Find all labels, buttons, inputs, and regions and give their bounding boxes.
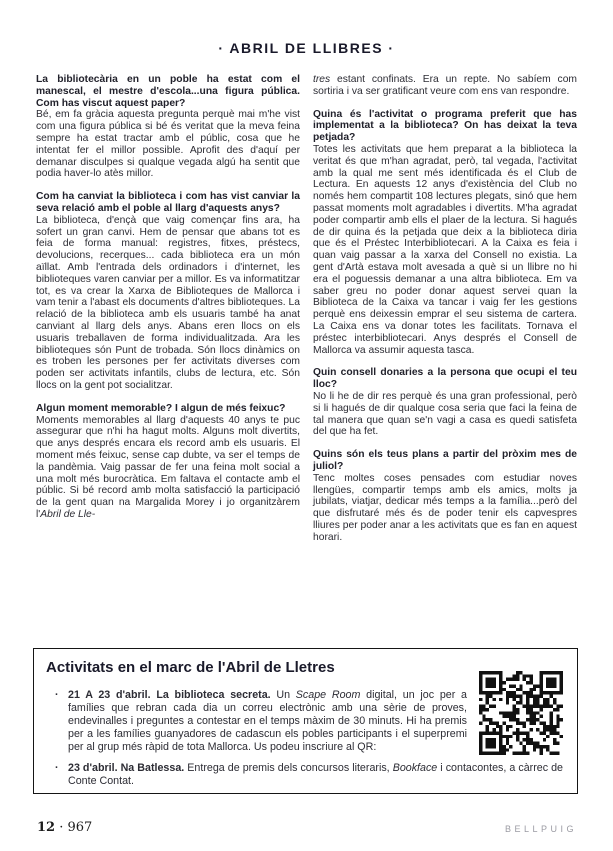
question-paragraph bbox=[36, 403, 300, 415]
text-run: Bookface bbox=[392, 762, 438, 774]
answer-paragraph bbox=[313, 144, 577, 356]
text-run: digital, un joc per a famílies que rebran cada dia un correu electrònic amb una sèrie de proves, endevinalles i preguntes a contestar en el temps màxim de 30 minuts. Hi ha premis per a les famílies guanyadores de cadascun els pobles participants i el superpremi per al grup més ràpid de tota Mallorca. Us podeu inscriure al QR: bbox=[68, 689, 467, 753]
activity-text bbox=[68, 762, 563, 788]
text-run: estant confinats. Era un repte. No sabíem com sortiria i va ser gratificant veure com ens van respondre. bbox=[313, 74, 577, 97]
question-paragraph bbox=[313, 449, 577, 473]
text-run: No li he de dir res perquè és una gran professional, però si li hagués de dir qualque cosa seria que faci la feina de tal manera que quan se'n vagi a casa es quedi satisfeta del que ha fet. bbox=[313, 390, 577, 438]
text-run: Tenc moltes coses pensades com estudiar noves llengües, compartir temps amb els amics, molts ja jubilats, viatjar, dedicar més temps a la família...però del que disfrutaré més és de poder tenir els capvespres lliures per poder anar a les activitats que es fan en aquest horari. bbox=[313, 472, 577, 543]
interview-right-column bbox=[313, 74, 577, 543]
text-run: Bé, em fa gràcia aquesta pregunta perquè mai m'he vist com una figura pública si bé és veritat que la meva feina sempre ha estat tractar amb el públic, cosa que he intentat fer el millor possible. Aprofit des d'aquí per demanar disculpes si qualque vegada algú ha sentit que podia haver-lo atès millor. bbox=[36, 109, 300, 180]
question-paragraph bbox=[313, 367, 577, 391]
interview-article bbox=[0, 74, 613, 543]
footer-separator: · bbox=[55, 820, 68, 835]
text-run: Algun moment memorable? I algun de més feixuc? bbox=[36, 402, 286, 414]
text-run: 23 d'abril. Na Batlessa. bbox=[68, 762, 188, 774]
text-run: La bibliotecària en un poble ha estat com el manescal, el mestre d'escola...una figura pública. Com has viscut aquest paper? bbox=[36, 74, 300, 109]
text-run: Quin consell donaries a la persona que ocupi el teu lloc? bbox=[313, 367, 577, 391]
activity-item bbox=[46, 762, 563, 788]
question-paragraph bbox=[36, 191, 300, 215]
text-run: Abril de Lle- bbox=[40, 508, 96, 520]
answer-paragraph bbox=[36, 109, 300, 180]
activities-box-title: Activitats en el marc de l'Abril de Lletres bbox=[46, 659, 335, 676]
text-run: 21 A 23 d'abril. La biblioteca secreta. bbox=[68, 689, 277, 701]
page-title: · ABRIL DE LLIBRES · bbox=[218, 40, 395, 56]
question-paragraph bbox=[36, 74, 300, 109]
text-run: Moments memorables al llarg d'aquests 40 anys te puc assegurar que n'hi ha hagut molts. Alguns molt divertits, que anys després encara els record amb els usuaris. El moment més feixuc, sense cap dubte, va ser el temps de la pandèmia. Vaig passar de fer una feina molt social a una molt més burocràtica. Em faltava el contacte amb el públic. Si bé record amb molta satisfacció la participació de la gent quan na Margalida Morey i jo organitzàrem l' bbox=[36, 414, 300, 520]
qr-code-icon bbox=[479, 671, 563, 755]
answer-paragraph bbox=[36, 415, 300, 521]
bullet-icon: · bbox=[55, 689, 59, 701]
text-run: Scape Room bbox=[295, 689, 361, 701]
answer-paragraph bbox=[313, 473, 577, 544]
question-paragraph bbox=[313, 109, 577, 144]
bullet-icon: · bbox=[55, 762, 59, 774]
footer-page-number: 12 bbox=[37, 820, 56, 835]
footer-page-numbers bbox=[37, 820, 92, 835]
text-run: La biblioteca, d'ençà que vaig començar fins ara, ha sofert un gran canvi. Hem de pensar que abans tot es feia de forma manual: registres, fitxes, préstecs, devolucions, recerques... cada biblioteca era un món aïllat. Amb l'entrada dels ordinadors i d'internet, les biblioteques varen canviar per a millor. Es va informatitzar tot, es va crear la Xarxa de Biblioteques de Mallorca i vam tenir a l'abast els documents d'altres biblioteques. La relació de la biblioteca amb els usuaris també ha anat canviant al llarg dels anys. Abans eren llocs on els usuaris treballaven de forma individualitzada. Ara les biblioteques són Punt de trobada. Són llocs dinàmics on es troben les persones per fer activitats diverses com poden ser activitats infantils, clubs de lectura, etc. Són llocs on la gent pot socialitzar. bbox=[36, 214, 300, 391]
text-run: Un bbox=[276, 689, 296, 701]
text-run: Totes les activitats que hem preparat a la biblioteca la veritat és que m'han agradat, però, tal vegada, l'activitat amb la qual me sent més identificada és el Club de Lectura. En aquests 12 anys d'existència del Club no només hem compartit 108 lectures plegats, sinó que hem passat moments molt agradables i divertits. M'ha agradat poder compartir amb ells el plaer de la lectura. Si hagués de dir quina és la petjada que deix a la biblioteca diria que és el Préstec Interbibliotecari. A la Caixa es feia i quan vaig passar a la xarxa del Consell no existia. La gent d'Artà estava molt avesada a què si un llibre no hi era el poguessis demanar a una altra biblioteca. Em va saber greu no poder donar aquest servei quan la Biblioteca de la Caixa va tancar i vaig fer les gestions perquè ens deixessin emprar el seu sistema de cartera. La Caixa ens va donar totes les facilitats. Tornava el préstec interbibliotecari. Anys després el Consell de Mallorca va assumir aquesta tasca. bbox=[313, 143, 577, 356]
interview-left-column bbox=[36, 74, 300, 543]
text-run: Entrega de premis dels concursos literaris, bbox=[187, 762, 393, 774]
text-run: tres bbox=[313, 74, 331, 85]
text-run: Quins són els teus plans a partir del pròxim mes de juliol? bbox=[313, 449, 577, 472]
answer-paragraph bbox=[36, 215, 300, 392]
text-run: Quina és l'activitat o programa preferit que has implementat a la biblioteca? On has deixat la teva petjada? bbox=[313, 108, 577, 144]
text-run: i contacontes, a càrrec de Conte Contat. bbox=[68, 762, 563, 787]
text-run: Com ha canviat la biblioteca i com has vist canviar la seva relació amb el poble al llarg d'aquests anys? bbox=[36, 191, 300, 214]
footer-publication-name: BELLPUIG bbox=[504, 824, 577, 834]
footer-issue-number: 967 bbox=[67, 820, 93, 835]
answer-paragraph bbox=[313, 74, 577, 98]
activities-box bbox=[33, 648, 578, 794]
answer-paragraph bbox=[313, 391, 577, 438]
